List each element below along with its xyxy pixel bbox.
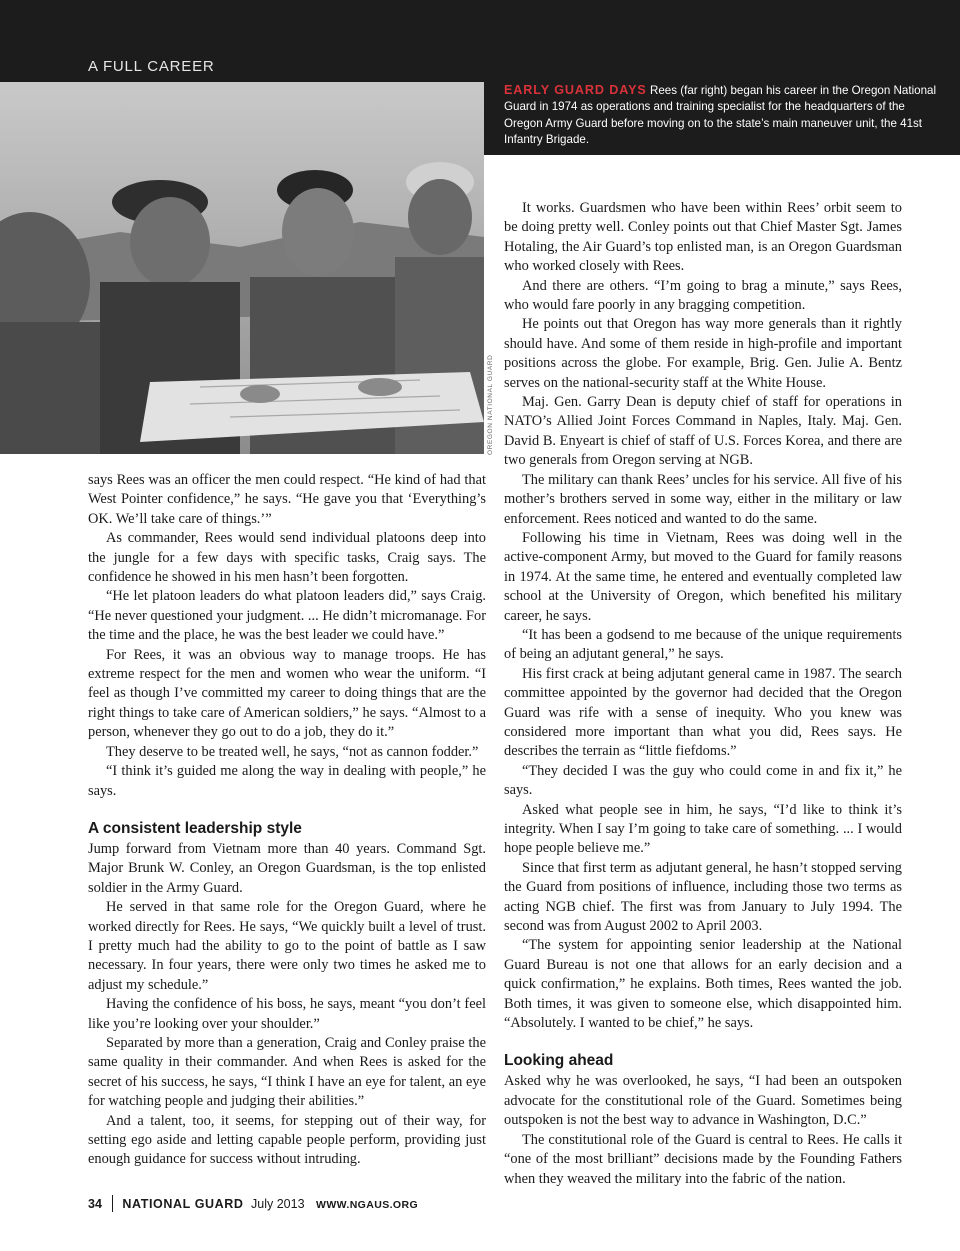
body-paragraph: Separated by more than a generation, Craig and Conley praise the same quality in their commander. And when Rees is asked for the secret of his success, he says, “I think I have an eye for talent, an eye for watching people and judging their abilities.” — [88, 1034, 486, 1110]
body-paragraph: “It has been a godsend to me because of the unique requirements of being an adjutant general,” he says. — [504, 626, 902, 663]
caption-text: Rees (far right) began his career in the Oregon National Guard in 1974 as operations and training specialist for the headquarters of the Oregon Army Guard before moving on to the state’s main maneuver unit, the 41st Infantry Brigade. — [504, 84, 937, 146]
body-paragraph: says Rees was an officer the men could respect. “He kind of had that West Pointer confidence,” he says. “He gave you that ‘Everything’s OK. We’ll take care of things.’” — [88, 472, 486, 527]
right-column — [504, 199, 902, 1189]
body-paragraph: Maj. Gen. Garry Dean is deputy chief of staff for operations in NATO’s Allied Joint Forces Command in Naples, Italy. Maj. Gen. David B. Enyeart is chief of staff of U.S. Forces Korea, and there are two generals from Oregon serving at NGB. — [504, 394, 902, 469]
photo-caption — [484, 82, 960, 155]
body-paragraph: The constitutional role of the Guard is central to Rees. He calls it “one of the most brilliant” decisions made by the Founding Fathers when they weaved the military into the fabric of the nation. — [504, 1131, 902, 1187]
body-paragraph: Asked what people see in him, he says, “I’d like to think it’s integrity. When I say I’m going to take care of something. ... I would hope people believe me.” — [504, 801, 902, 857]
archival-photo — [0, 82, 484, 454]
photo-credit: OREGON NATIONAL GUARD — [487, 354, 494, 455]
body-paragraph: His first crack at being adjutant general came in 1987. The search committee appointed by the governor had decided that the Oregon Guard was rife with a sense of inequity. Who you knew was considered more important than what you did, Rees says. He describes the terrain as “little fiefdoms.” — [504, 665, 902, 760]
body-paragraph: He served in that same role for the Oregon Guard, where he worked directly for Rees. He says, “We quickly built a level of trust. I pretty much had the ability to go to the point of battle as I saw necessary. In four years, there were only two times he asked me to adjust my schedule.” — [88, 899, 486, 993]
body-paragraph: Having the confidence of his boss, he says, meant “you don’t feel like you’re looking over your shoulder.” — [88, 996, 486, 1032]
body-paragraph: As commander, Rees would send individual platoons deep into the jungle for a few days with specific tasks, Craig says. The confidence he showed in his men hasn’t been forgotten. — [88, 530, 486, 586]
body-paragraph: For Rees, it was an obvious way to manage troops. He has extreme respect for the men and women who wear the uniform. “I feel as though I’ve committed my career to doing things that are the right things to take care of American soldiers,” he says. “Almost to a person, whenever they go out to do a job, they do it.” — [88, 646, 486, 741]
website-link[interactable]: WWW.NGAUS.ORG — [316, 1199, 419, 1211]
body-paragraph: The military can thank Rees’ uncles for his service. All five of his mother’s brothers served in some way, either in the military or law enforcement. Rees noticed and wanted to do the same. — [504, 471, 902, 527]
body-paragraph: And a talent, too, it seems, for stepping out of their way, for setting ego aside and letting capable people perform, providing just enough guidance for success without intruding. — [88, 1112, 486, 1168]
body-paragraph: They deserve to be treated well, he says, “not as cannon fodder.” — [106, 743, 479, 760]
body-paragraph: Asked why he was overlooked, he says, “I had been an outspoken advocate for the constitutional role of the Guard. Sometimes being outspoken is not the best way to advance in Washington, D.C.” — [504, 1073, 902, 1129]
body-paragraph: And there are others. “I’m going to brag a minute,” says Rees, who would fare poorly in any bragging competition. — [504, 277, 902, 314]
body-paragraph: Following his time in Vietnam, Rees was doing well in the active-component Army, but moved to the Guard for family reasons in 1974. At the same time, he entered and eventually completed law school at the University of Oregon, which benefited his military career, he says. — [504, 529, 902, 624]
section-label: A FULL CAREER — [88, 58, 215, 75]
page-footer — [88, 1195, 418, 1212]
page-number: 34 — [88, 1197, 102, 1211]
body-paragraph: “He let platoon leaders do what platoon leaders did,” says Craig. “He never questioned your judgment. ... He didn’t micromanage. For the time and the place, he was the best leader we could have.” — [88, 588, 486, 644]
left-column — [88, 471, 486, 1170]
body-paragraph: “They decided I was the guy who could come in and fix it,” he says. — [504, 762, 902, 799]
body-paragraph: Since that first term as adjutant general, he hasn’t stopped serving the Guard from positions of influence, including those two terms as acting NGB chief. The first was from January to July 1994. The second was from August 2002 to April 2003. — [504, 859, 902, 935]
footer-divider — [112, 1195, 114, 1212]
subheading-looking-ahead: Looking ahead — [504, 1052, 614, 1070]
subheading-leadership: A consistent leadership style — [88, 819, 302, 837]
caption-kicker: EARLY GUARD DAYS — [504, 83, 647, 97]
body-paragraph: It works. Guardsmen who have been within Rees’ orbit seem to be doing pretty well. Conley points out that Chief Master Sgt. James Hotaling, the Air Guard’s top enlisted man, is an Oregon Guardsman who worked closely with Rees. — [504, 200, 902, 275]
issue-date: July 2013 — [251, 1197, 305, 1211]
body-paragraph: “I think it’s guided me along the way in dealing with people,” he says. — [88, 763, 486, 799]
magazine-name: NATIONAL GUARD — [122, 1197, 244, 1211]
body-paragraph: Jump forward from Vietnam more than 40 years. Command Sgt. Major Brunk W. Conley, an Oregon Guardsman, is the top enlisted soldier in the Army Guard. — [88, 840, 486, 896]
body-paragraph: “The system for appointing senior leadership at the National Guard Bureau is not one that allows for an early decision and a quick confirmation,” he explains. Both times, Rees wanted the job. Both times, it was given to someone else, which disappointed him. “Absolutely. I wanted to be chief,” he says. — [504, 937, 902, 1032]
body-paragraph: He points out that Oregon has way more generals than it rightly should have. And some of them reside in high-profile and important positions across the globe. For example, Brig. Gen. Julie A. Bentz serves on the national-security staff at the White House. — [504, 316, 902, 391]
